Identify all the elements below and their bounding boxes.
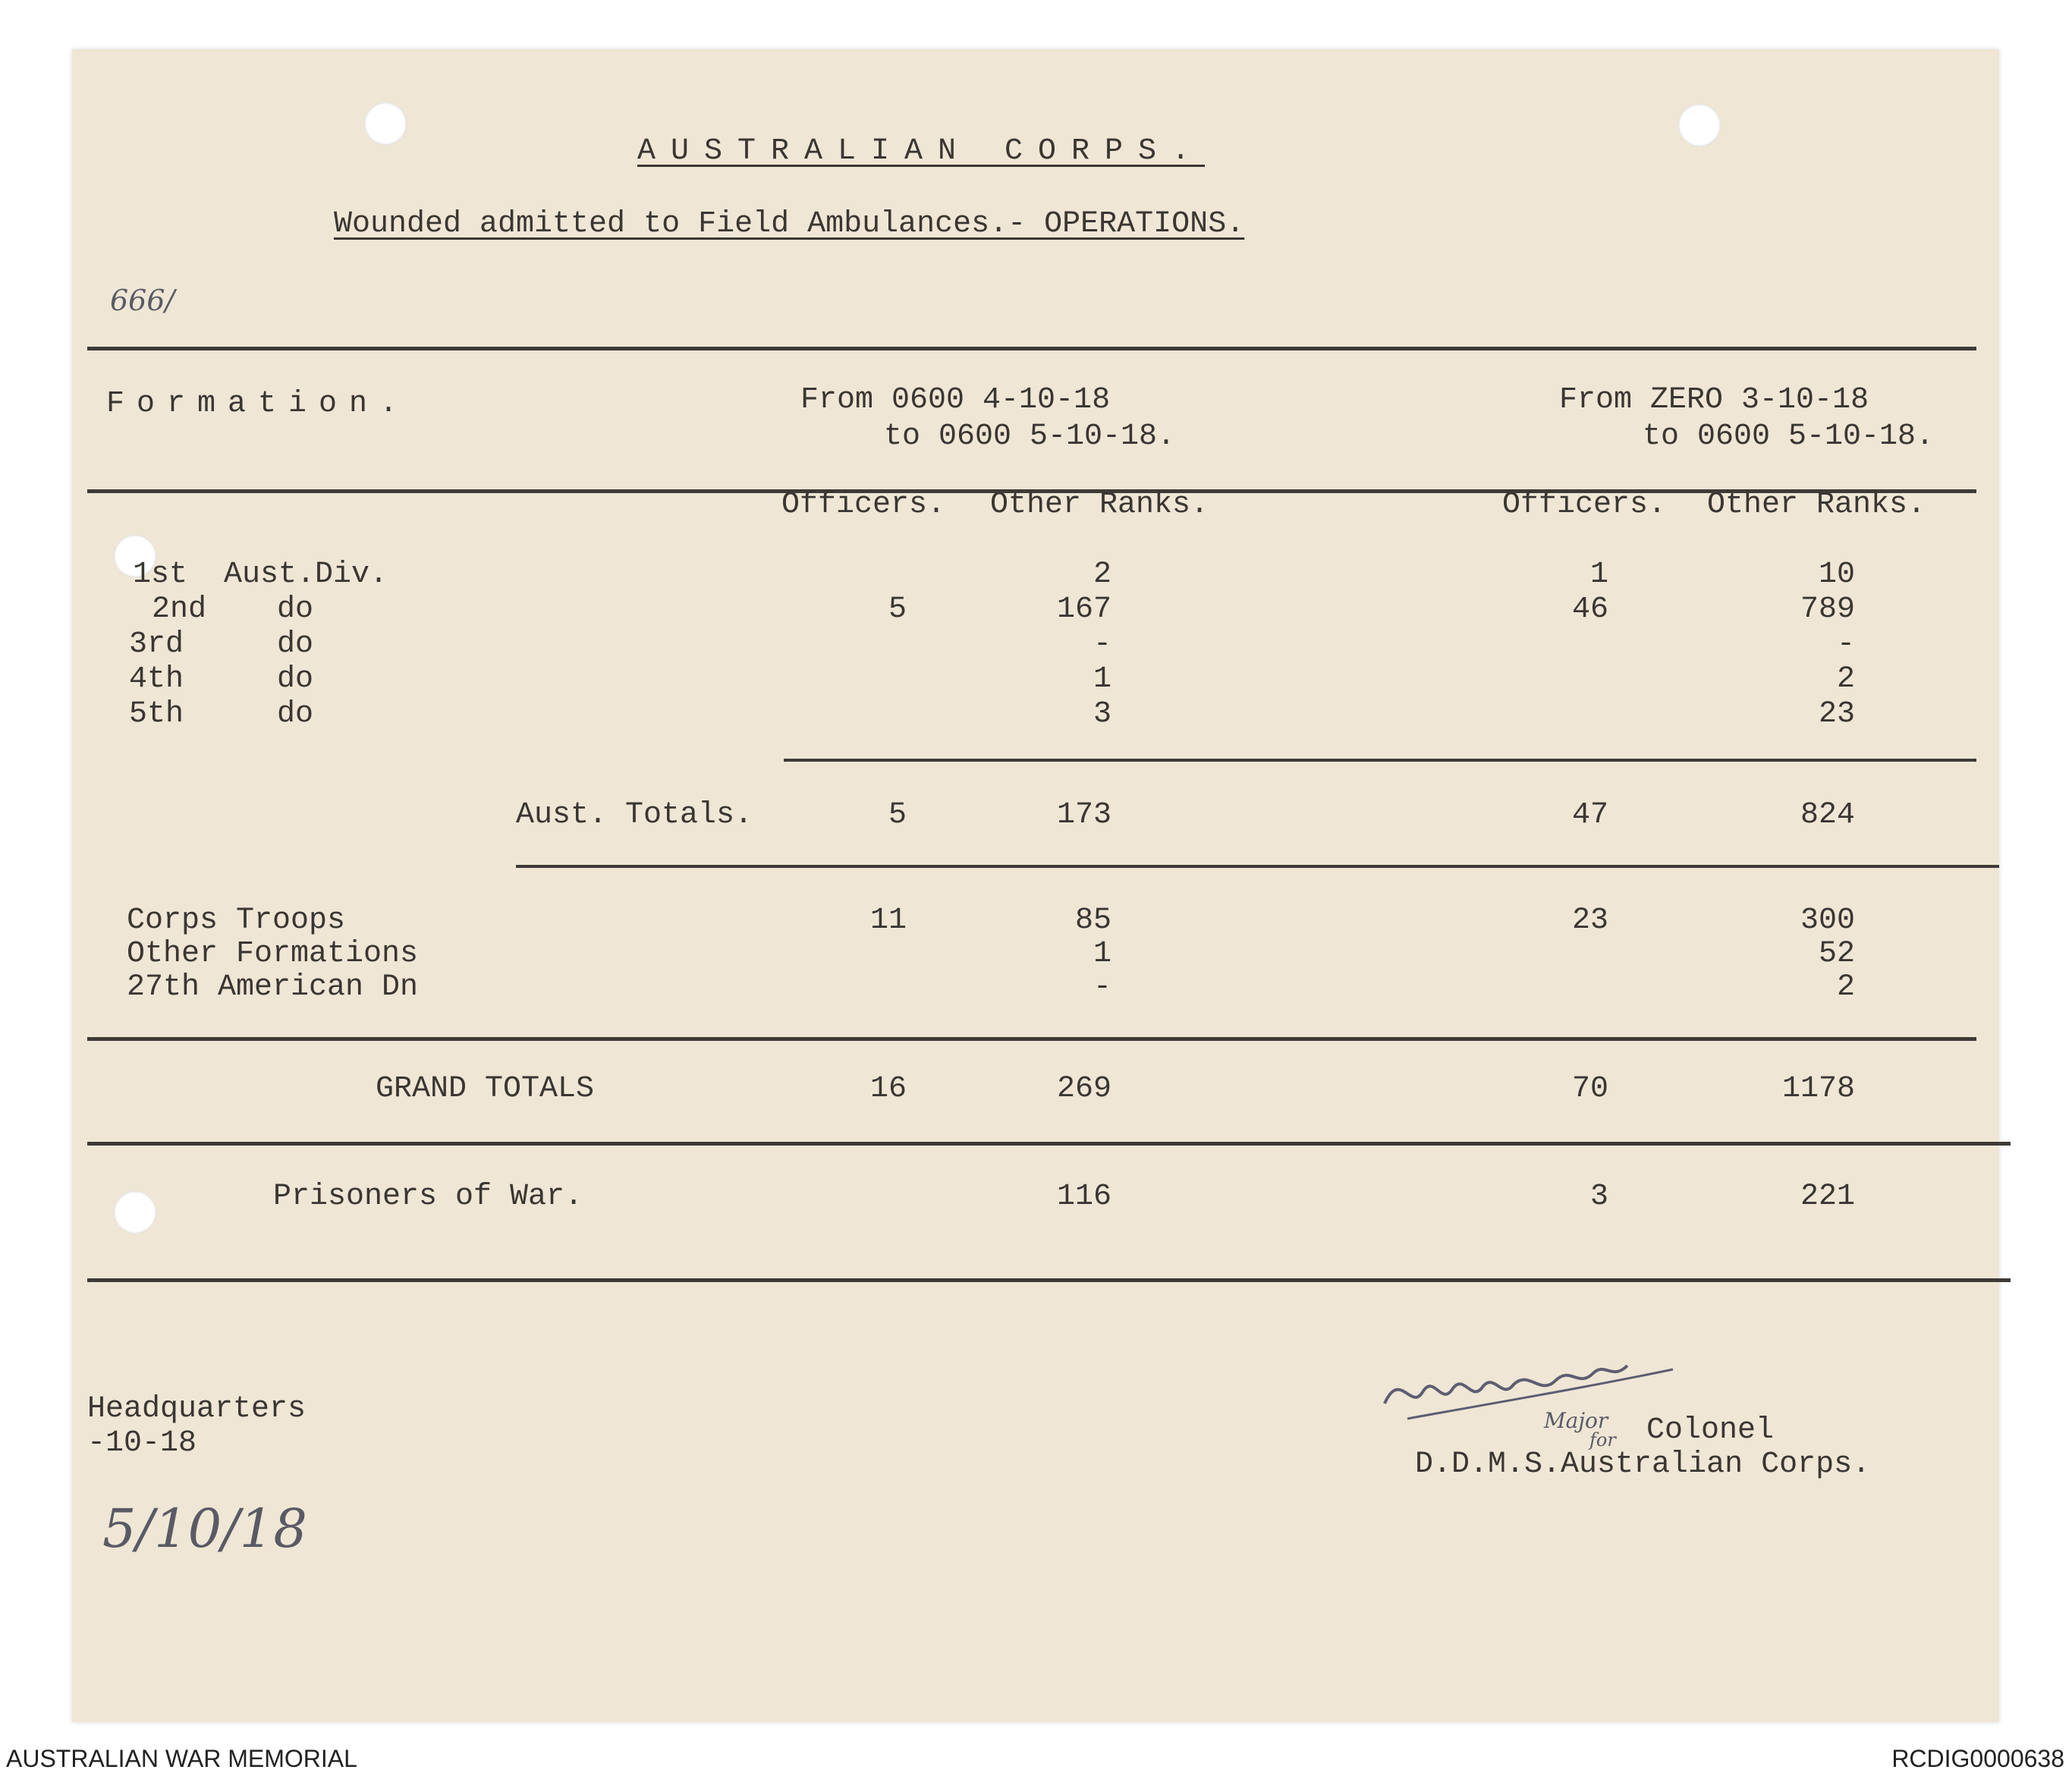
rank-scrawl: Major <box>1544 1408 1608 1433</box>
rule-grand-bottom <box>87 1142 2011 1146</box>
cell-officers1: 5 <box>888 593 907 627</box>
division-suffix: do <box>277 627 314 662</box>
cell-ranks2: 789 <box>1800 593 1855 627</box>
archive-credit: AUSTRALIAN WAR MEMORIAL <box>6 1745 357 1772</box>
document-subtitle: Wounded admitted to Field Ambulances.- OPERATIONS. <box>334 207 1245 241</box>
cell-ranks1: 3 <box>1093 697 1111 731</box>
formation-header: Formation. <box>106 387 410 421</box>
cell-ranks1: 116 <box>1056 1180 1111 1214</box>
rule-top <box>87 347 1976 350</box>
division-suffix: do <box>277 593 314 627</box>
hq-label: Headquarters <box>87 1392 307 1426</box>
cell-ranks1: - <box>1093 627 1111 662</box>
division-name: 1st <box>133 558 188 592</box>
cell-ranks2: - <box>1836 627 1855 662</box>
prisoners-label: Prisoners of War. <box>273 1180 583 1214</box>
cell-ranks2: 23 <box>1818 697 1855 731</box>
cell-ranks1: - <box>1093 970 1111 1004</box>
cell-officers2: 3 <box>1589 1180 1608 1214</box>
cell-ranks1: 269 <box>1056 1072 1111 1106</box>
cell-ranks2: 10 <box>1818 558 1855 592</box>
cell-officers2: 1 <box>1589 558 1608 592</box>
hq-date: -10-18 <box>87 1426 197 1460</box>
period1-header: From 0600 4-10-18 <box>800 383 1111 417</box>
cell-officers1: 11 <box>869 904 907 938</box>
rule-bottom <box>87 1278 2011 1282</box>
handwritten-date: 5/10/18 <box>102 1498 307 1560</box>
formation-name: Corps Troops <box>127 904 346 938</box>
cell-ranks2: 2 <box>1836 662 1855 696</box>
punch-hole <box>1678 104 1721 146</box>
cell-ranks2: 2 <box>1836 970 1855 1004</box>
cell-ranks1: 1 <box>1093 937 1111 971</box>
document-page <box>72 49 1999 1722</box>
cell-ranks2: 300 <box>1800 904 1855 938</box>
punch-hole <box>364 102 407 145</box>
rule-subtotal <box>784 759 1976 762</box>
formation-name: 27th American Dn <box>127 970 419 1004</box>
period2-header-line2: to 0600 5-10-18. <box>1643 420 1935 454</box>
cell-ranks1: 1 <box>1093 662 1111 696</box>
cell-officers2: 47 <box>1571 798 1608 832</box>
cell-ranks2: 52 <box>1818 937 1855 971</box>
archive-id: RCDIG0000638 <box>1891 1745 2064 1772</box>
grand-totals-label: GRAND TOTALS <box>376 1072 595 1106</box>
aust-totals-label: Aust. Totals. <box>516 798 753 832</box>
cell-ranks2: 1178 <box>1781 1072 1855 1106</box>
for-scrawl: for <box>1589 1429 1616 1451</box>
division-suffix: Aust.Div. <box>224 558 388 592</box>
document-title: AUSTRALIAN CORPS. <box>637 134 1206 168</box>
other-ranks-col2: Other Ranks. <box>1707 488 1926 522</box>
officers-col2: Officers. <box>1502 488 1667 522</box>
division-name: 3rd <box>129 627 184 662</box>
cell-officers2: 70 <box>1571 1072 1608 1106</box>
officers-col1: Officers. <box>781 488 946 522</box>
cell-officers2: 46 <box>1571 593 1608 627</box>
division-suffix: do <box>277 662 314 696</box>
cell-ranks1: 85 <box>1074 904 1111 938</box>
cell-officers2: 23 <box>1571 904 1608 938</box>
other-ranks-col1: Other Ranks. <box>990 488 1209 522</box>
reference-number: 666/ <box>110 284 175 317</box>
cell-ranks1: 167 <box>1056 593 1111 627</box>
cell-officers1: 5 <box>888 798 907 832</box>
division-name: 5th <box>129 697 184 731</box>
division-suffix: do <box>277 697 314 731</box>
signatory-office: D.D.M.S.Australian Corps. <box>1415 1448 1871 1482</box>
cell-officers1: 16 <box>869 1072 907 1106</box>
period2-header: From ZERO 3-10-18 <box>1559 383 1869 417</box>
cell-ranks1: 173 <box>1056 798 1111 832</box>
period1-header-line2: to 0600 5-10-18. <box>884 420 1176 454</box>
rule-grand-top <box>87 1037 1976 1041</box>
formation-name: Other Formations <box>127 937 419 971</box>
signatory-rank: Colonel <box>1646 1413 1775 1448</box>
cell-ranks1: 2 <box>1093 558 1111 592</box>
division-name: 4th <box>129 662 184 696</box>
punch-hole <box>114 1191 156 1234</box>
cell-ranks2: 824 <box>1800 798 1855 832</box>
rule-aust-totals <box>516 865 1999 868</box>
cell-ranks2: 221 <box>1800 1180 1855 1214</box>
division-name: 2nd <box>152 593 207 627</box>
